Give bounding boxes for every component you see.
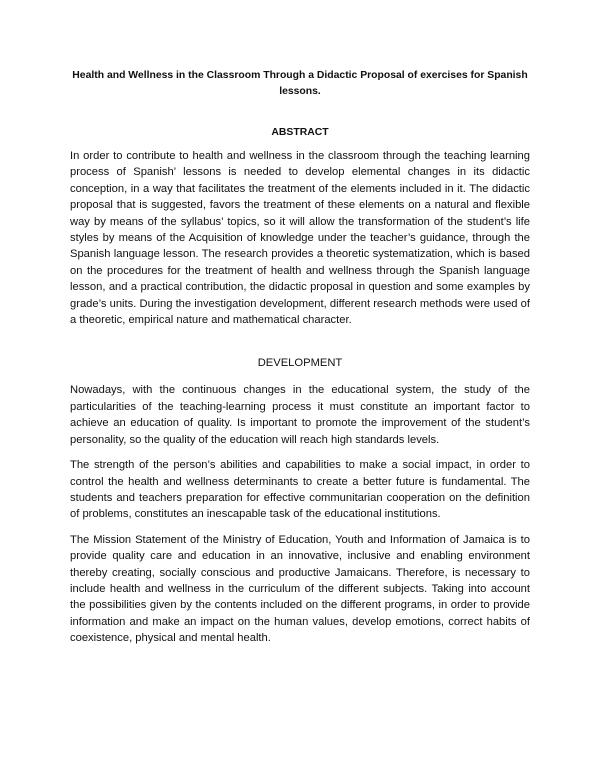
paper-title: Health and Wellness in the Classroom Through a Didactic Proposal of exercises for Spanish lessons. [72,70,528,97]
document-page [70,68,530,656]
development-paragraph-1: Nowadays, with the continuous changes in the educational system, the study of the particularities of the teaching-learning process it must constitute an important factor to achieve an education of quality. Is important to promote the improvement of the student’s personality, so the quality of the education will reach high standards levels. [70,384,530,446]
development-paragraph-3: The Mission Statement of the Ministry of Education, Youth and Information of Jamaica is to provide quality care and education in an innovative, inclusive and enabling environment thereby creating, socially conscious and productive Jamaicans. Therefore, is necessary to include health and wellness in the curriculum of the different subjects. Taking into account the possibilities given by the contents included on the different programs, in order to provide information and make an impact on the human values, develop emotions, correct habits of coexistence, physical and mental health. [70,533,530,645]
abstract-paragraph: In order to contribute to health and wellness in the classroom through the teaching learning process of Spanish’ lessons is needed to develop elemental changes in its didactic conception, in a way that facilitates the treatment of the elements included in it. The didactic proposal that is suggested, favors the treatment of these elements on a natural and flexible way by means of the syllabus’ topics, so it will allow the transformation of the student’s life styles by means of the Acquisition of knowledge under the teacher’s guidance, through the Spanish language lesson. The research provides a theoretic systematization, which is based on the procedures for the treatment of health and wellness through the Spanish language lesson, and a practical contribution, the didactic proposal in question and some examples by grade’s units. During the investigation development, different research methods were used of a theoretic, empirical nature and mathematical character. [70,150,530,327]
development-heading: DEVELOPMENT [257,357,343,370]
development-paragraph-2: The strength of the person’s abilities and capabilities to make a social impact, in order to control the health and wellness determinants to create a better future is fundamental. The students and teachers preparation for effective communitarian cooperation on the definition of problems, constitutes an inescapable task of the educational institutions. [70,459,530,521]
abstract-heading: ABSTRACT [271,127,329,138]
